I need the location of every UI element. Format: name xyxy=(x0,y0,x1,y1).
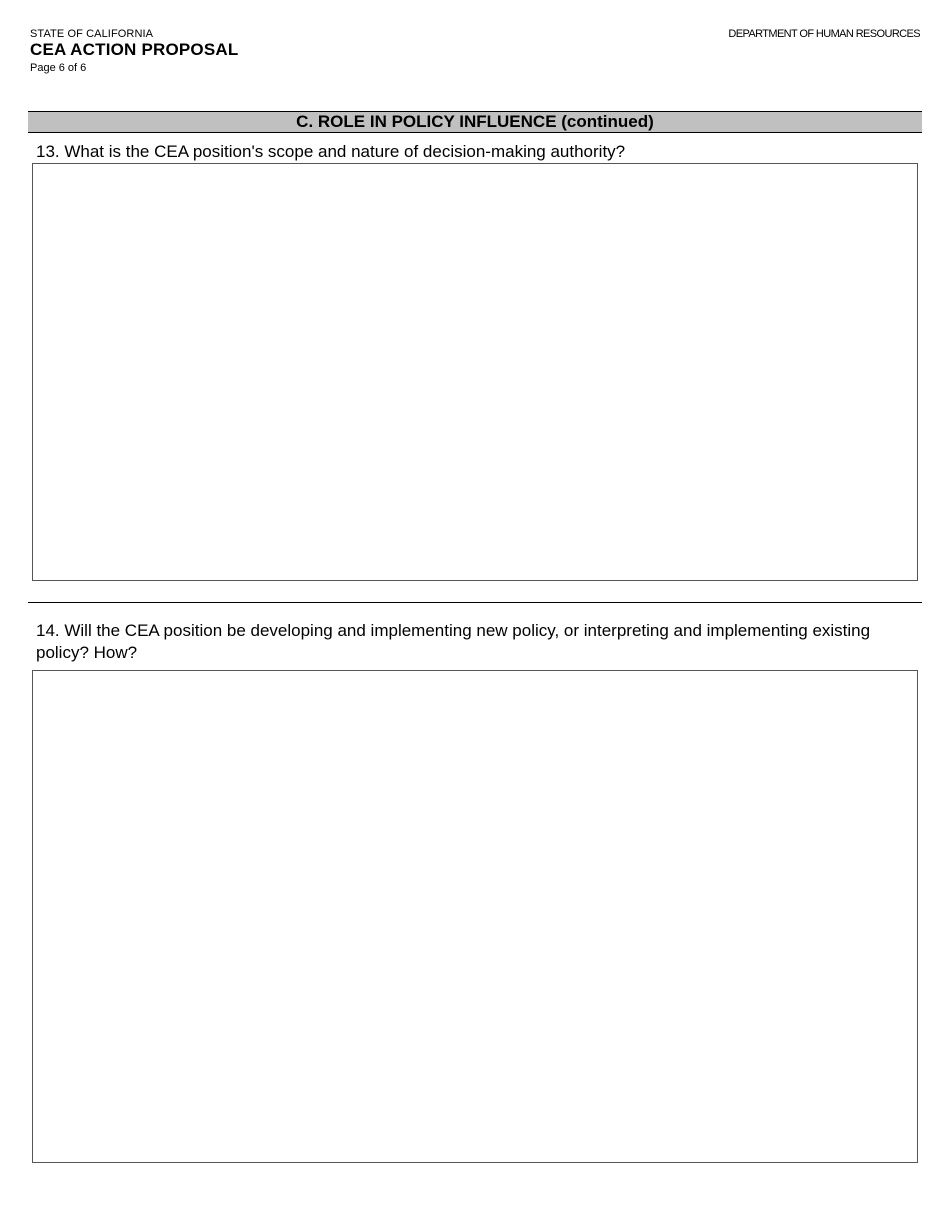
department-label: DEPARTMENT OF HUMAN RESOURCES xyxy=(728,28,920,40)
question-13-label: 13. What is the CEA position's scope and nature of decision-making authority? xyxy=(36,142,626,161)
question-14-label: 14. Will the CEA position be developing and implementing new policy, or interpreting and implementing existing policy? How? xyxy=(36,621,871,662)
section-title: C. ROLE IN POLICY INFLUENCE (continued) xyxy=(296,112,654,131)
state-label: STATE OF CALIFORNIA xyxy=(30,28,154,40)
form-title: CEA ACTION PROPOSAL xyxy=(30,40,239,59)
section-divider xyxy=(28,602,922,603)
question-14-answer-field[interactable] xyxy=(32,670,918,1163)
question-13-answer-field[interactable] xyxy=(32,163,918,581)
page-number: Page 6 of 6 xyxy=(30,62,87,74)
section-header xyxy=(28,111,922,133)
